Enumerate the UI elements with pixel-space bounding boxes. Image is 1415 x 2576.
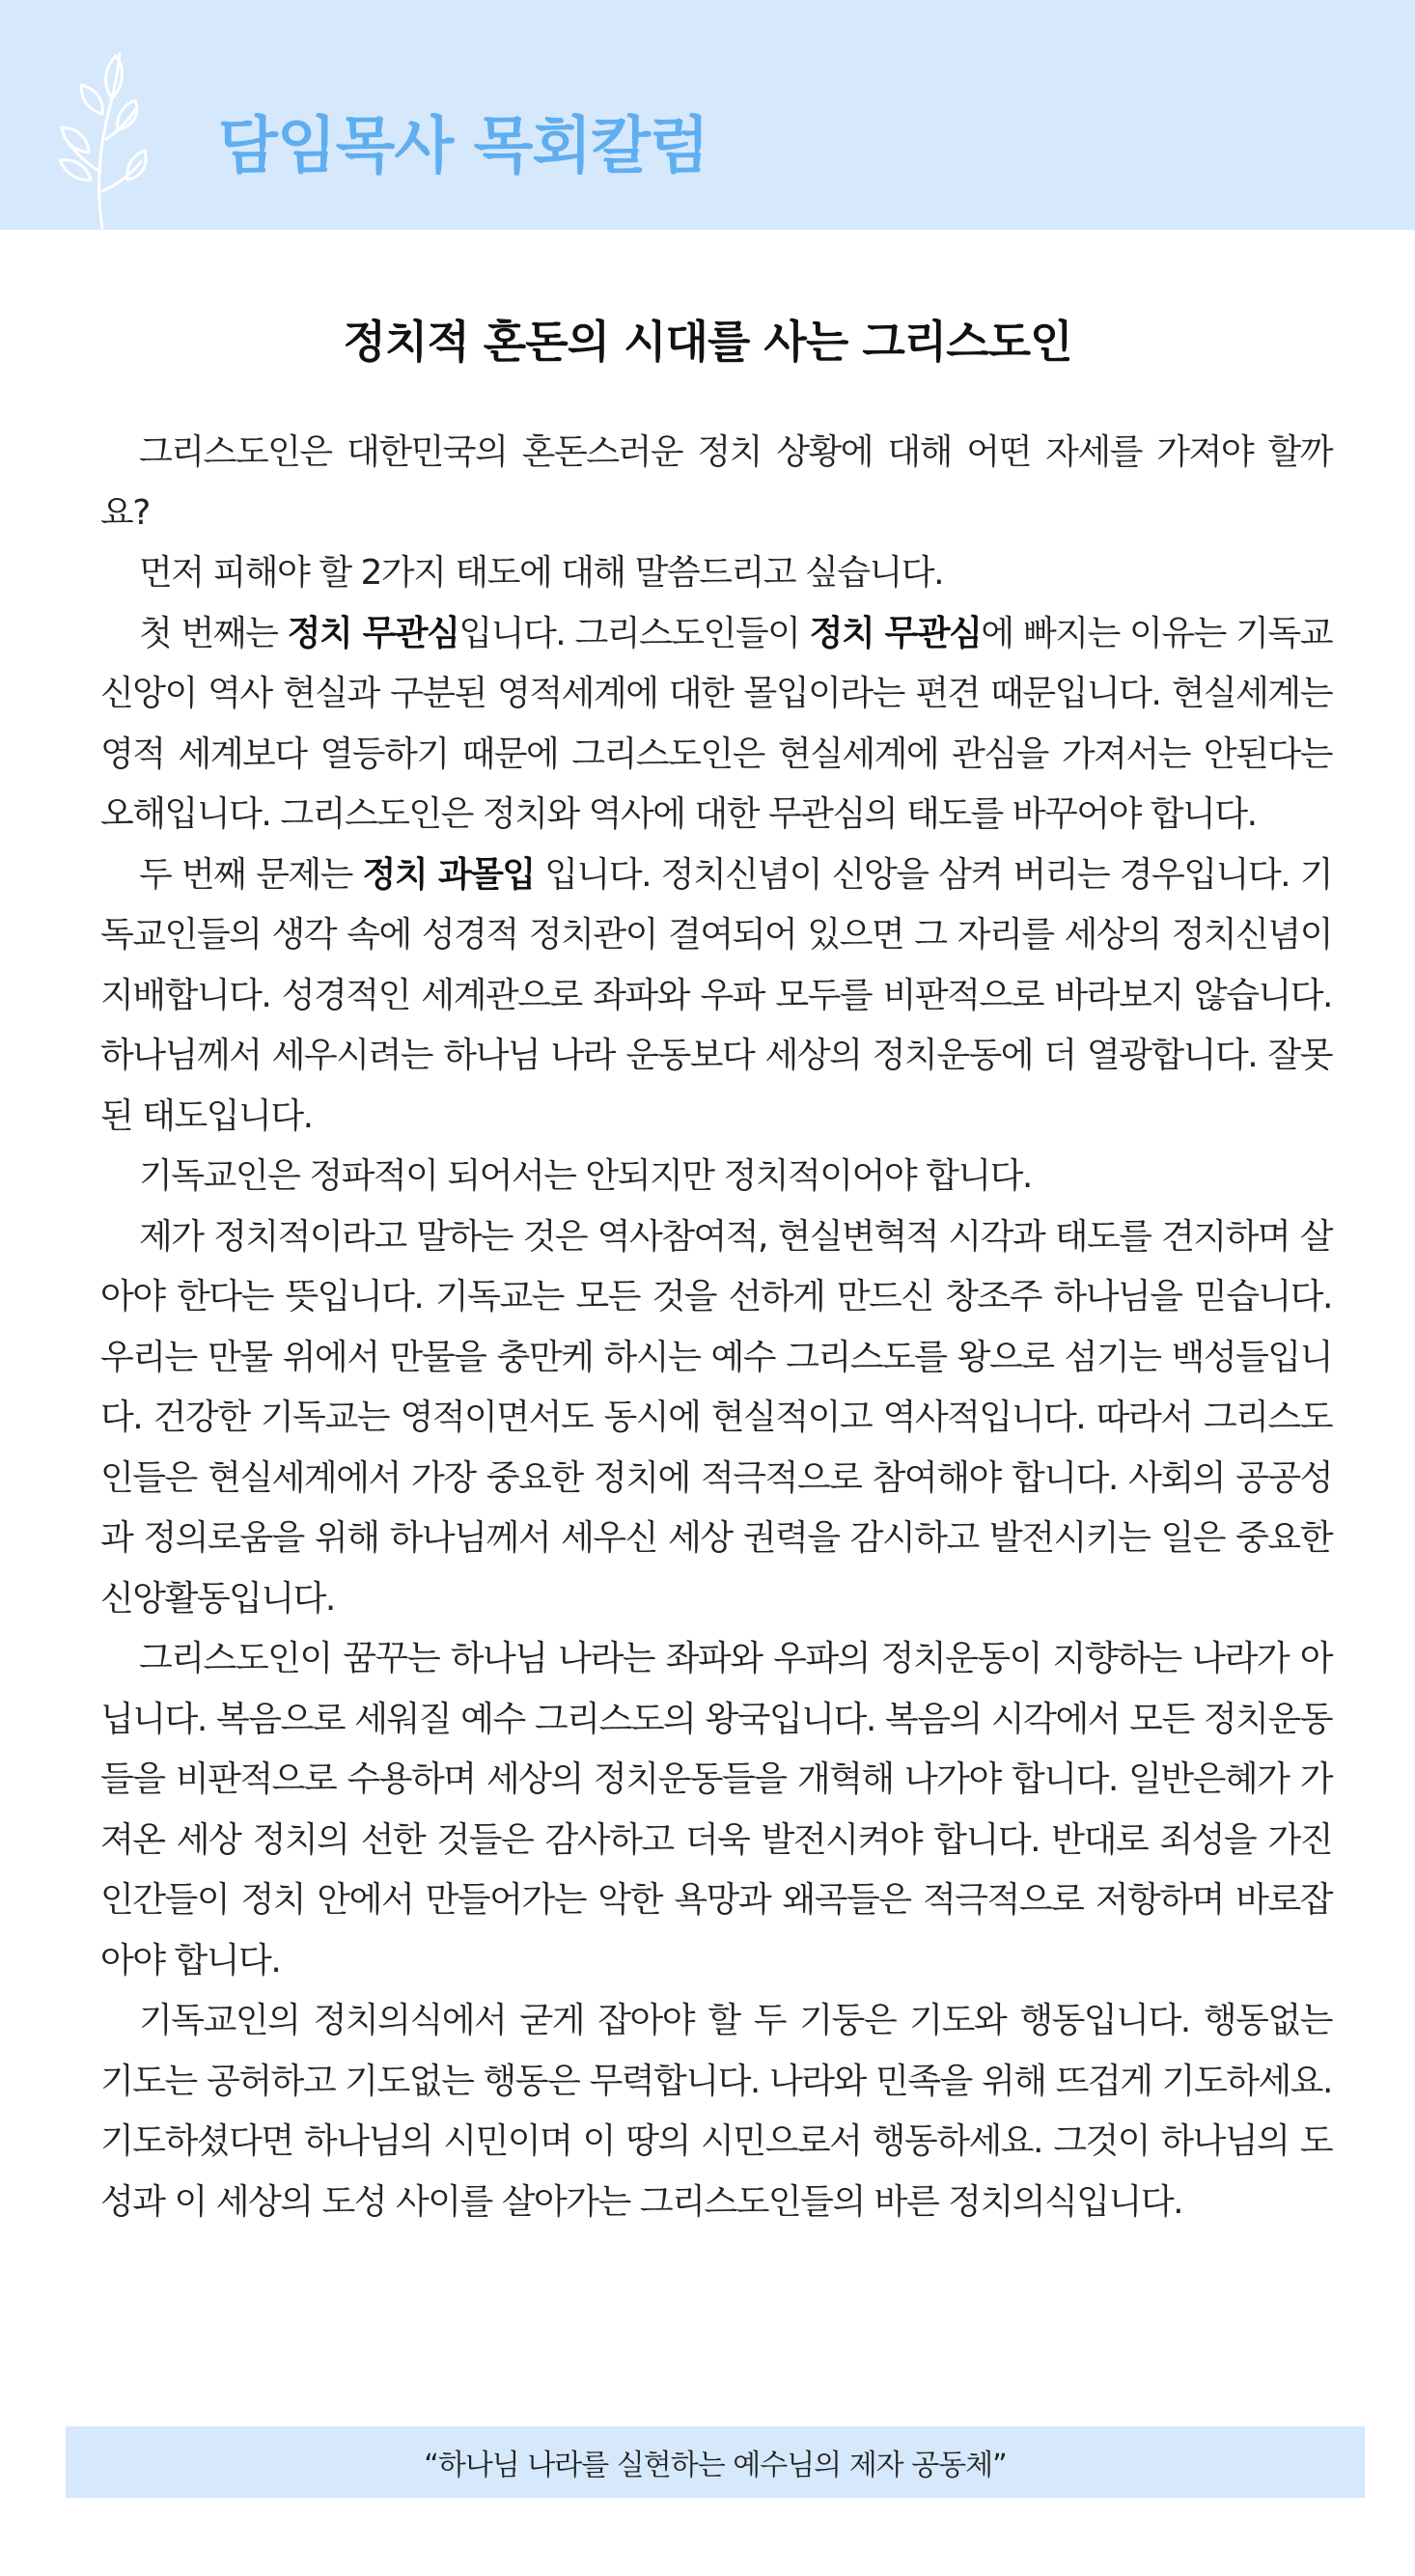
footer-band: [66, 2426, 1365, 2498]
article-paragraph: [100, 604, 1332, 845]
paragraph-text: 두 번째 문제는: [139, 854, 363, 895]
emphasis-term: 정치 무관심: [287, 613, 459, 653]
emphasis-term: 정치 무관심: [809, 613, 982, 653]
article-title: 정치적 혼돈의 시대를 사는 그리스도인: [343, 316, 1072, 368]
emphasis-term: 정치 과몰입: [362, 854, 535, 895]
article-body: [100, 423, 1332, 2232]
article-paragraph: 기독교인은 정파적이 되어서는 안되지만 정치적이어야 합니다.: [139, 1156, 1032, 1196]
paragraph-text: 입니다. 그리스도인들이: [458, 613, 810, 653]
article-paragraph: 먼저 피해야 할 2가지 태도에 대해 말씀드리고 싶습니다.: [139, 553, 944, 593]
paragraph-text: 에 빠지는 이유는 기독교 신앙이 역사 현실과 구분된 영적세계에 대한 몰입이라는 편견 때문입니다. 현실세계는 영적 세계보다 열등하기 때문에 그리스도인은 현실세계에 관심을 가져서는 안된다는 오해입니다. 그리스도인은 정치와 역사에 대한 무관심의 태도를 바꾸어야 합니다.: [100, 613, 1332, 834]
article-paragraph: [100, 845, 1332, 1148]
footer-motto: “하나님 나라를 실현하는 예수님의 제자 공동체”: [424, 2449, 1007, 2482]
header-band: [0, 0, 1415, 230]
column-title: 담임목사 목회칼럼: [218, 111, 708, 182]
paragraph-text: 첫 번째는: [139, 613, 288, 653]
article-paragraph: 그리스도인은 대한민국의 혼돈스러운 정치 상황에 대해 어떤 자세를 가져야 할까요?: [100, 432, 1332, 533]
article-paragraph: 제가 정치적이라고 말하는 것은 역사참여적, 현실변혁적 시각과 태도를 견지하며 살아야 한다는 뜻입니다. 기독교는 모든 것을 선하게 만드신 창조주 하나님을 믿습니다. 우리는 만물 위에서 만물을 충만케 하시는 예수 그리스도를 왕으로 섬기는 백성들입니다. 건강한 기독교는 영적이면서도 동시에 현실적이고 역사적입니다. 따라서 그리스도인들은 현실세계에서 가장 중요한 정치에 적극적으로 참여해야 합니다. 사회의 공공성과 정의로움을 위해 하나님께서 세우신 세상 권력을 감시하고 발전시키는 일은 중요한 신앙활동입니다.: [100, 1216, 1332, 1619]
paragraph-text: 입니다. 정치신념이 신앙을 삼켜 버리는 경우입니다. 기독교인들의 생각 속에 성경적 정치관이 결여되어 있으면 그 자리를 세상의 정치신념이 지배합니다. 성경적인 세계관으로 좌파와 우파 모두를 비판적으로 바라보지 않습니다. 하나님께서 세우시려는 하나님 나라 운동보다 세상의 정치운동에 더 열광합니다. 잘못된 태도입니다.: [100, 854, 1332, 1136]
leaf-branch-icon: [46, 46, 153, 230]
article-paragraph: 그리스도인이 꿈꾸는 하나님 나라는 좌파와 우파의 정치운동이 지향하는 나라가 아닙니다. 복음으로 세워질 예수 그리스도의 왕국입니다. 복음의 시각에서 모든 정치운동들을 비판적으로 수용하며 세상의 정치운동들을 개혁해 나가야 합니다. 일반은혜가 가져온 세상 정치의 선한 것들은 감사하고 더욱 발전시켜야 합니다. 반대로 죄성을 가진 인간들이 정치 안에서 만들어가는 악한 욕망과 왜곡들은 적극적으로 저항하며 바로잡아야 합니다.: [100, 1639, 1332, 1980]
article-paragraph: 기독교인의 정치의식에서 굳게 잡아야 할 두 기둥은 기도와 행동입니다. 행동없는 기도는 공허하고 기도없는 행동은 무력합니다. 나라와 민족을 위해 뜨겁게 기도하세요. 기도하셨다면 하나님의 시민이며 이 땅의 시민으로서 행동하세요. 그것이 하나님의 도성과 이 세상의 도성 사이를 살아가는 그리스도인들의 바른 정치의식입니다.: [100, 2001, 1332, 2222]
